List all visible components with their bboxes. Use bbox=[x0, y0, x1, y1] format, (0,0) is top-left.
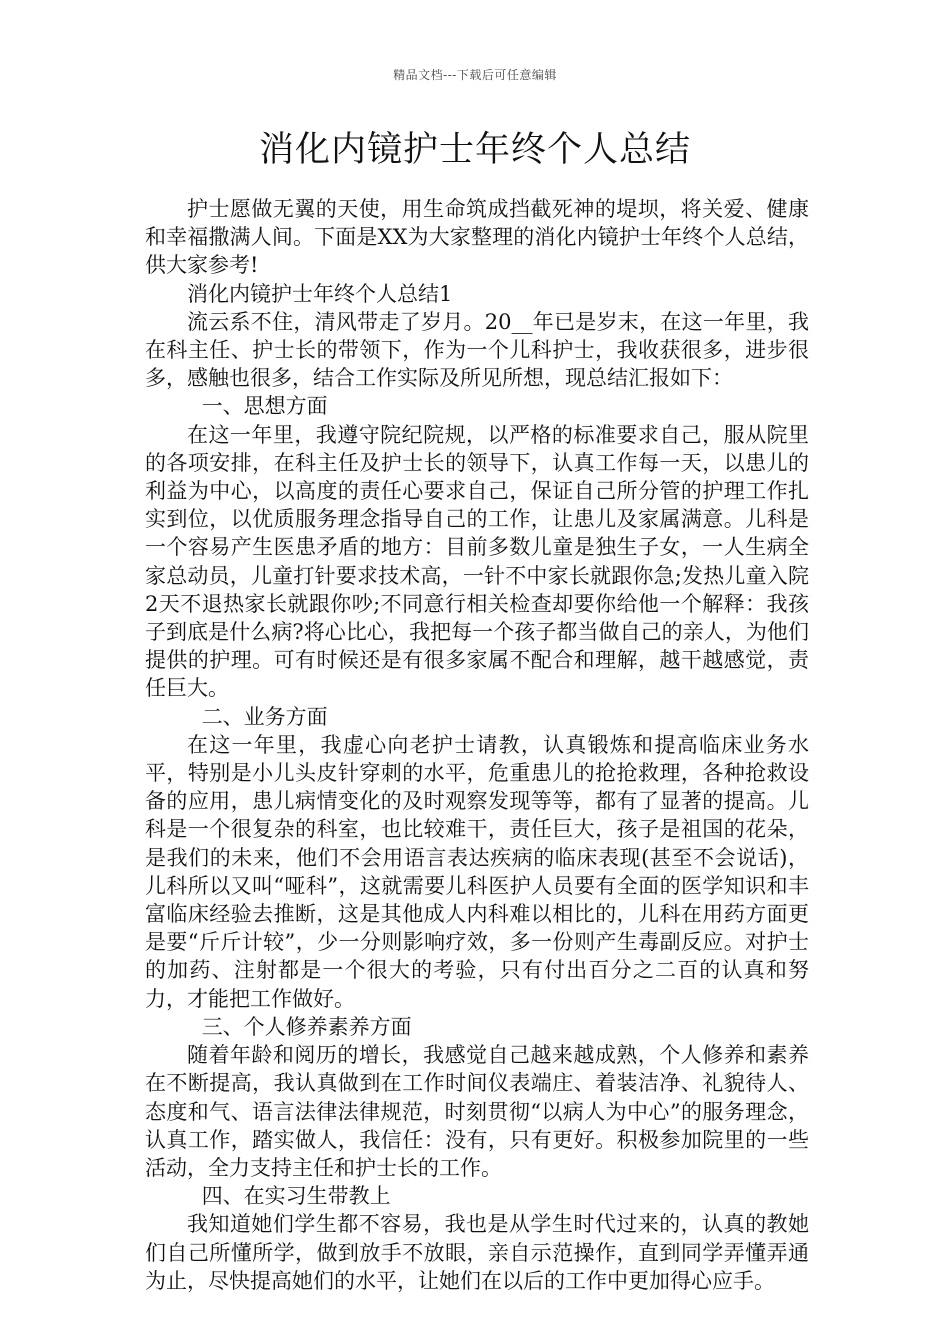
subtitle-paragraph: 消化内镜护士年终个人总结1 bbox=[187, 281, 453, 306]
section-paragraph-intern-teaching: 我知道她们学生都不容易，我也是从学生时代过来的，认真的教她们自己所懂所学，做到放手不放眼，亲自示范操作，直到同学弄懂弄通为止，尽快提高她们的水平，让她们在以后的工作中更加得心应手。 bbox=[145, 1212, 809, 1293]
section-paragraph-business: 在这一年里，我虚心向老护士请教，认真锻炼和提高临床业务水平，特别是小儿头皮针穿刺的水平，危重患儿的抢抢救理，各种抢救设备的应用，患儿病情变化的及时观察发现等等，都有了显著的提高。儿科是一个很复杂的科室，也比较难干，责任巨大，孩子是祖国的花朵，是我们的未来，他们不会用语言表达疾病的临床表现(甚至不会说话)，儿科所以又叫“哑科”，这就需要儿科医护人员要有全面的医学知识和丰富临床经验去推断，这是其他成人内科难以相比的，儿科在用药方面更是要“斤斤计较”，少一分则影响疗效，多一份则产生毒副反应。对护士的加药、注射都是一个很大的考验，只有付出百分之二百的认真和努力，才能把工作做好。 bbox=[145, 732, 809, 1011]
section-heading-intern-teaching: 四、在实习生带教上 bbox=[201, 1184, 391, 1209]
opening-paragraph: 流云系不住，清风带走了岁月。20__年已是岁末，在这一年里，我在科主任、护士长的带领下，作为一个儿科护士，我收获很多，进步很多，感触也很多，结合工作实际及所见所想，现总结汇报如下： bbox=[145, 309, 809, 391]
section-heading-cultivation: 三、个人修养素养方面 bbox=[201, 1014, 412, 1039]
section-paragraph-cultivation: 随着年龄和阅历的增长，我感觉自己越来越成熟，个人修养和素养在不断提高，我认真做到在工作时间仪表端庄、着装洁净、礼貌待人、态度和气、语言法律法律规范，时刻贯彻“以病人为中心”的服务理念，认真工作，踏实做人，我信任：没有，只有更好。积极参加院里的一些活动，全力支持主任和护士长的工作。 bbox=[145, 1043, 809, 1180]
document-title: 消化内镜护士年终个人总结 bbox=[258, 130, 691, 170]
section-heading-thought: 一、思想方面 bbox=[201, 394, 328, 419]
section-heading-business: 二、业务方面 bbox=[201, 704, 328, 729]
document-body bbox=[145, 195, 809, 1295]
header-note: 精品文档---下载后可任意编辑 bbox=[393, 68, 557, 82]
section-paragraph-thought: 在这一年里，我遵守院纪院规，以严格的标准要求自己，服从院里的各项安排，在科主任及护士长的领导下，认真工作每一天，以患儿的利益为中心，以高度的责任心要求自己，保证自己所分管的护理工作扎实到位，以优质服务理念指导自己的工作，让患儿及家属满意。儿科是一个容易产生医患矛盾的地方：目前多数儿童是独生子女，一人生病全家总动员，儿童打针要求技术高，一针不中家长就跟你急;发热儿童入院2天不退热家长就跟你吵;不同意行相关检查却要你给他一个解释：我孩子到底是什么病?将心比心，我把每一个孩子都当做自己的亲人，为他们提供的护理。可有时候还是有很多家属不配合和理解，越干越感觉，责任巨大。 bbox=[145, 422, 809, 701]
intro-paragraph: 护士愿做无翼的天使，用生命筑成挡截死神的堤坝，将关爱、健康和幸福撒满人间。下面是XX为大家整理的消化内镜护士年终个人总结，供大家参考! bbox=[145, 197, 809, 278]
